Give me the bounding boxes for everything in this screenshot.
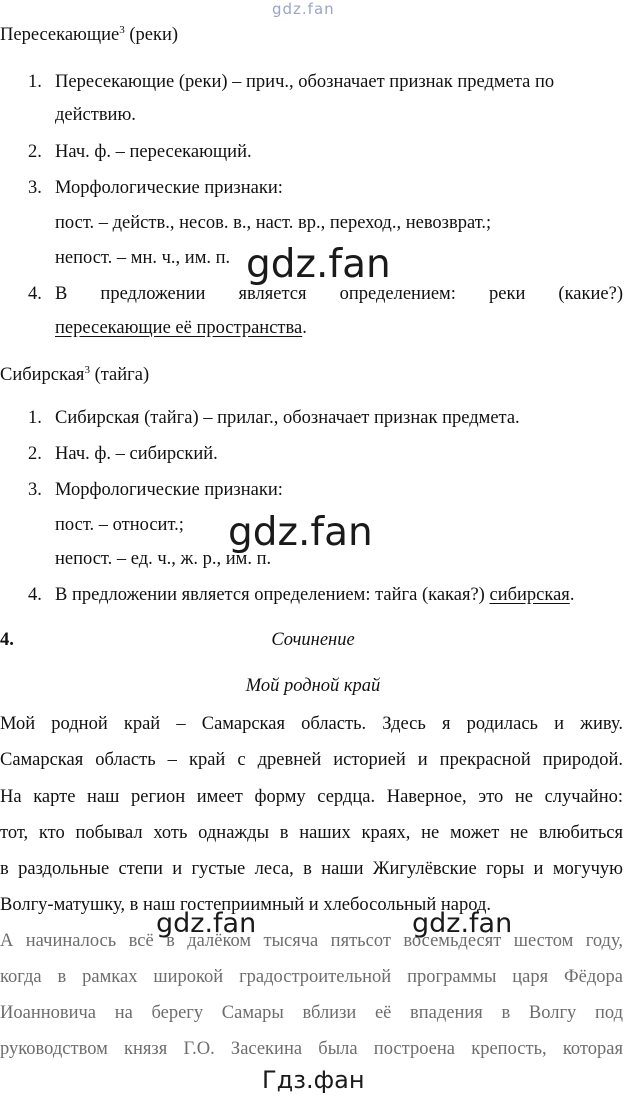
- section1-heading: [0, 24, 178, 46]
- essay-line-2: Самарская область – край с древней историей и прекрасной природой.: [0, 750, 623, 770]
- section2-item3-text: Морфологические признаки:: [55, 480, 283, 500]
- section2-item4-number: 4.: [28, 585, 42, 605]
- watermark-big-1: gdz.fan: [246, 242, 391, 287]
- section2-item4-text: [55, 585, 574, 606]
- watermark-top: gdz.fan: [272, 0, 335, 18]
- section2-item3-nonconst: непост. – ед. ч., ж. р., им. п.: [55, 549, 272, 569]
- essay-line-5: в раздольные степи и густые леса, в наши Жигулёвские горы и могучую: [0, 859, 623, 879]
- section1-item4-period: .: [302, 318, 307, 338]
- watermark-mid-1: gdz.fan: [156, 908, 257, 939]
- section1-item2-number: 2.: [28, 142, 42, 162]
- section1-item4-underlined: пересекающие её пространства: [55, 318, 303, 338]
- essay-line-1: Мой родной край – Самарская область. Здесь я родилась и живу.: [0, 714, 623, 734]
- section1-item2-text: Нач. ф. – пересекающий.: [55, 142, 252, 162]
- section1-item3-number: 3.: [28, 178, 42, 198]
- section2-item4-underlined: сибирская: [489, 585, 570, 605]
- section1-item1-number: 1.: [28, 72, 42, 92]
- section1-heading-rest: (реки): [124, 25, 179, 46]
- section2-item2-number: 2.: [28, 444, 42, 464]
- essay-line-9: Иоанновича на берегу Самары вблизи её впадения в Волгу под: [0, 1003, 623, 1023]
- watermark-bottom: Гдз.фан: [262, 1066, 365, 1094]
- section1-heading-word: Пересекающие: [0, 25, 120, 46]
- section1-item1-line2: действию.: [55, 105, 136, 125]
- section2-heading-rest: (тайга): [89, 365, 150, 386]
- section2-heading-word: Сибирская: [0, 365, 85, 386]
- section2-item1-text: Сибирская (тайга) – прилаг., обозначает признак предмета.: [55, 408, 520, 428]
- section2-item3-const: пост. – относит.;: [55, 515, 184, 535]
- essay-line-3: На карте наш регион имеет форму сердца. Наверное, это не случайно:: [0, 787, 623, 807]
- section1-item4-line2: [55, 318, 307, 339]
- essay-line-7: А начиналось всё в далёком тысяча пятьсот восемьдесят шестом году,: [0, 931, 623, 951]
- task-number: 4.: [0, 630, 14, 650]
- essay-line-4: тот, кто побывал хоть однажды в наших краях, не может не влюбиться: [0, 823, 623, 843]
- section1-heading-sup: 3: [119, 24, 125, 36]
- essay-line-10: руководством князя Г.О. Засекина была построена крепость, которая: [0, 1039, 623, 1059]
- section2-item4-c: .: [569, 585, 575, 605]
- section1-item3-nonconst: непост. – мн. ч., им. п.: [55, 248, 231, 268]
- section2-item2-text: Нач. ф. – сибирский.: [55, 444, 218, 464]
- section2-item3-number: 3.: [28, 480, 42, 500]
- section1-item4-line1: В предложении является определением: реки (какие?): [55, 284, 623, 304]
- watermark-mid-2: gdz.fan: [412, 908, 513, 939]
- section2-item1-number: 1.: [28, 408, 42, 428]
- essay-title: Мой родной край: [245, 676, 381, 696]
- essay-line-6: Волгу-матушку, в наш гостеприимный и хлебосольный народ.: [0, 895, 491, 915]
- essay-line-8: когда в рамках широкой градостроительной программы царя Фёдора: [0, 967, 623, 987]
- section1-item3-text: Морфологические признаки:: [55, 178, 283, 198]
- section1-item4-number: 4.: [28, 284, 42, 304]
- section1-item3-const: пост. – действ., несов. в., наст. вр., переход., невозврат.;: [55, 213, 492, 233]
- section2-heading: [0, 364, 149, 386]
- section2-item4-a: В предложении является определением: тайга (какая?): [55, 585, 490, 605]
- watermark-big-2: gdz.fan: [228, 510, 373, 555]
- essay-genre: Сочинение: [271, 630, 355, 650]
- section2-heading-sup: 3: [84, 364, 90, 376]
- section1-item1-line1: Пересекающие (реки) – прич., обозначает признак предмета по: [55, 72, 555, 92]
